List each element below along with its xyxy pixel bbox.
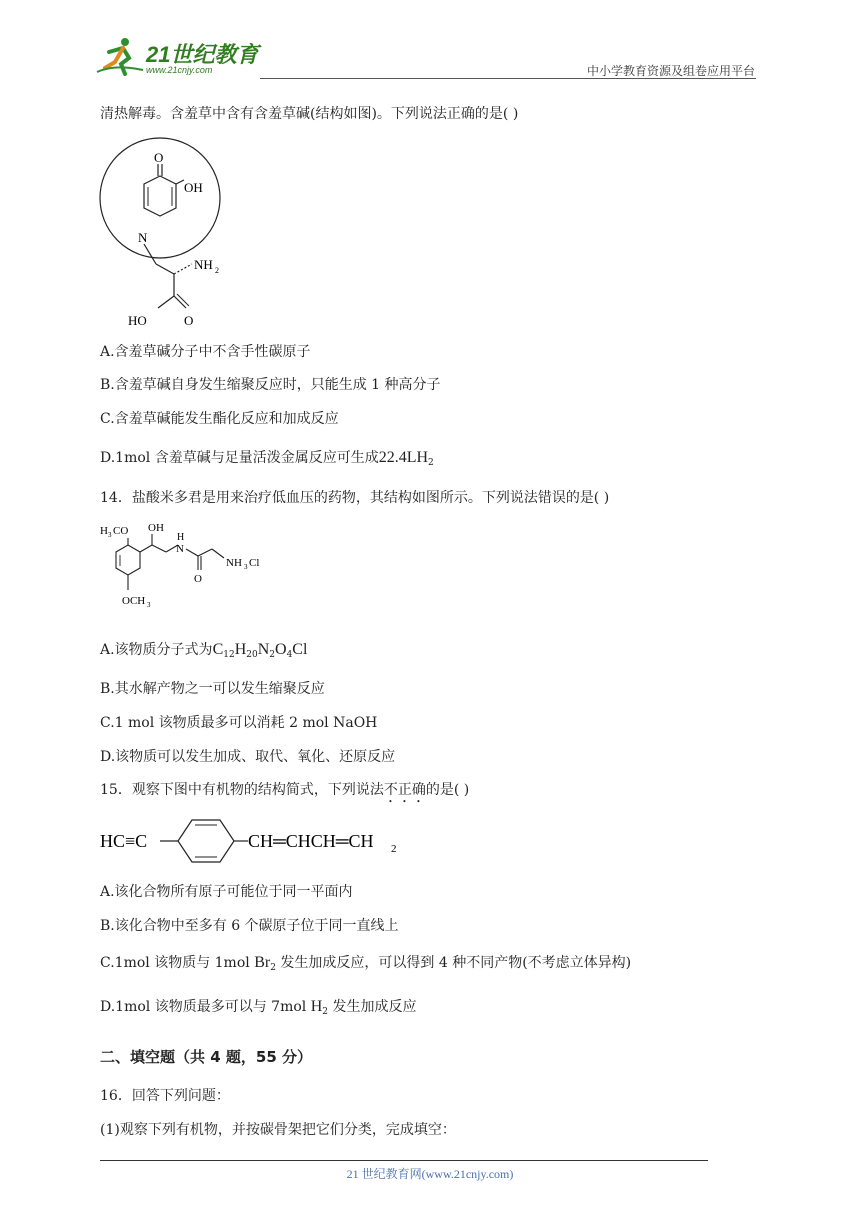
section-title: 二、填空题（共 4 题，55 分） bbox=[100, 1048, 312, 1066]
brand-logo-text: 21世纪教育 bbox=[146, 42, 259, 67]
q14-formula-c-sub: 12 bbox=[223, 650, 235, 660]
q15-option-d-formula: H bbox=[310, 998, 323, 1015]
q15-option-a: A.该化合物所有原子可能位于同一平面内 bbox=[100, 884, 353, 900]
q15-right-group: CH═CHCH═CH bbox=[248, 831, 374, 851]
q14-label-n: N bbox=[176, 543, 184, 555]
q16-stem: 16．回答下列问题： bbox=[100, 1088, 230, 1104]
q15-option-b: B.该化合物中至多有 6 个碳原子位于同一直线上 bbox=[100, 918, 399, 934]
footer-text: 21 世纪教育网(www.21cnjy.com) bbox=[346, 1167, 514, 1181]
q15-stem bbox=[100, 780, 469, 806]
q14-label-h-sub: 3 bbox=[108, 531, 112, 539]
q15-option-c-b: 发生加成反应，可以得到 4 种不同产物(不考虑立体异构) bbox=[275, 955, 632, 971]
header-platform-text: 中小学教育资源及组卷应用平台 bbox=[586, 64, 755, 78]
q14-label-och-sub: 3 bbox=[147, 601, 151, 609]
q14-label-nh3-sub: 3 bbox=[244, 563, 248, 571]
q14-option-a bbox=[100, 640, 307, 665]
q14-formula-n-sub: 2 bbox=[269, 650, 275, 660]
q13-intro: 清热解毒。含羞草中含有含羞草碱(结构如图)。下列说法正确的是( ) bbox=[100, 106, 519, 122]
q13-option-d-formula: 22.4LH bbox=[378, 449, 429, 466]
q13-label-ho: HO bbox=[128, 313, 147, 328]
q15-option-c bbox=[100, 953, 631, 978]
q16-part1: (1)观察下列有机物，并按碳骨架把它们分类，完成填空： bbox=[100, 1122, 456, 1138]
q13-option-d-text: D.1mol 含羞草碱与足量活泼金属反应可生成 bbox=[100, 450, 379, 466]
q15-right-group-sub: 2 bbox=[391, 843, 397, 855]
q13-option-c: C.含羞草碱能发生酯化反应和加成反应 bbox=[100, 411, 339, 427]
q13-label-nh: NH bbox=[194, 257, 213, 272]
q14-label-o: O bbox=[194, 573, 202, 585]
q14-label-co: CO bbox=[113, 525, 129, 537]
q13-option-d bbox=[100, 448, 434, 473]
q14-formula-h-sub: 20 bbox=[246, 650, 258, 660]
q15-option-c-a: C.1mol 该物质与 1mol bbox=[100, 955, 255, 971]
q15-option-d-b: 发生加成反应 bbox=[328, 999, 417, 1015]
q13-label-nh-sub: 2 bbox=[215, 266, 219, 275]
brand-logo-url: www.21cnjy.com bbox=[146, 65, 213, 75]
q14-option-b: B.其水解产物之一可以发生缩聚反应 bbox=[100, 681, 325, 697]
q15-option-c-sub: 2 bbox=[270, 963, 276, 973]
q14-structure-diagram bbox=[98, 518, 268, 618]
q15-stem-emphasis: 不正确 bbox=[383, 782, 426, 798]
q13-label-o: O bbox=[154, 150, 164, 165]
q13-structure-diagram bbox=[98, 136, 228, 336]
q14-formula-o-sub: 4 bbox=[286, 650, 293, 660]
q13-option-a: A.含羞草碱分子中不含手性碳原子 bbox=[100, 344, 311, 360]
q15-option-d bbox=[100, 997, 416, 1022]
q15-option-c-formula: Br bbox=[254, 954, 271, 971]
footer-divider bbox=[100, 1160, 708, 1161]
q15-left-group: HC≡C bbox=[100, 831, 148, 851]
q15-stem-c: 的是( ) bbox=[425, 782, 470, 798]
q15-structure-diagram bbox=[98, 812, 418, 868]
q14-label-och: OCH bbox=[122, 595, 146, 607]
q15-option-d-sub: 2 bbox=[322, 1007, 329, 1017]
q15-option-d-a: D.1mol 该物质最多可以与 7mol bbox=[100, 999, 311, 1015]
q14-label-oh: OH bbox=[148, 522, 164, 534]
q14-formula-cl: Cl bbox=[292, 641, 308, 658]
q14-option-d: D.该物质可以发生加成、取代、氧化、还原反应 bbox=[100, 749, 396, 765]
q14-formula-c: C bbox=[212, 641, 224, 658]
q15-stem-a: 15．观察下图中有机物的结构简式，下列说法 bbox=[100, 782, 384, 798]
q13-label-oh: OH bbox=[184, 180, 203, 195]
q14-stem: 14．盐酸米多君是用来治疗低血压的药物，其结构如图所示。下列说法错误的是( ) bbox=[100, 490, 610, 506]
q13-label-n: N bbox=[138, 230, 148, 245]
q14-option-c: C.1 mol 该物质最多可以消耗 2 mol NaOH bbox=[100, 715, 378, 731]
q14-formula-h: H bbox=[234, 641, 247, 658]
header-divider bbox=[260, 78, 756, 79]
q14-formula-n: N bbox=[257, 641, 270, 658]
q14-label-h2: H bbox=[177, 532, 185, 543]
q14-formula-o: O bbox=[275, 641, 287, 658]
q14-label-cl: Cl bbox=[249, 557, 260, 569]
logo-runner-icon bbox=[95, 34, 145, 78]
q13-label-o2: O bbox=[184, 313, 194, 328]
q14-label-h: H bbox=[100, 525, 108, 537]
q13-option-b: B.含羞草碱自身发生缩聚反应时，只能生成 1 种高分子 bbox=[100, 377, 441, 393]
q13-option-d-sub: 2 bbox=[428, 458, 434, 468]
q14-option-a-text: A.该物质分子式为 bbox=[100, 642, 213, 658]
q14-label-nh3: NH bbox=[226, 557, 242, 569]
